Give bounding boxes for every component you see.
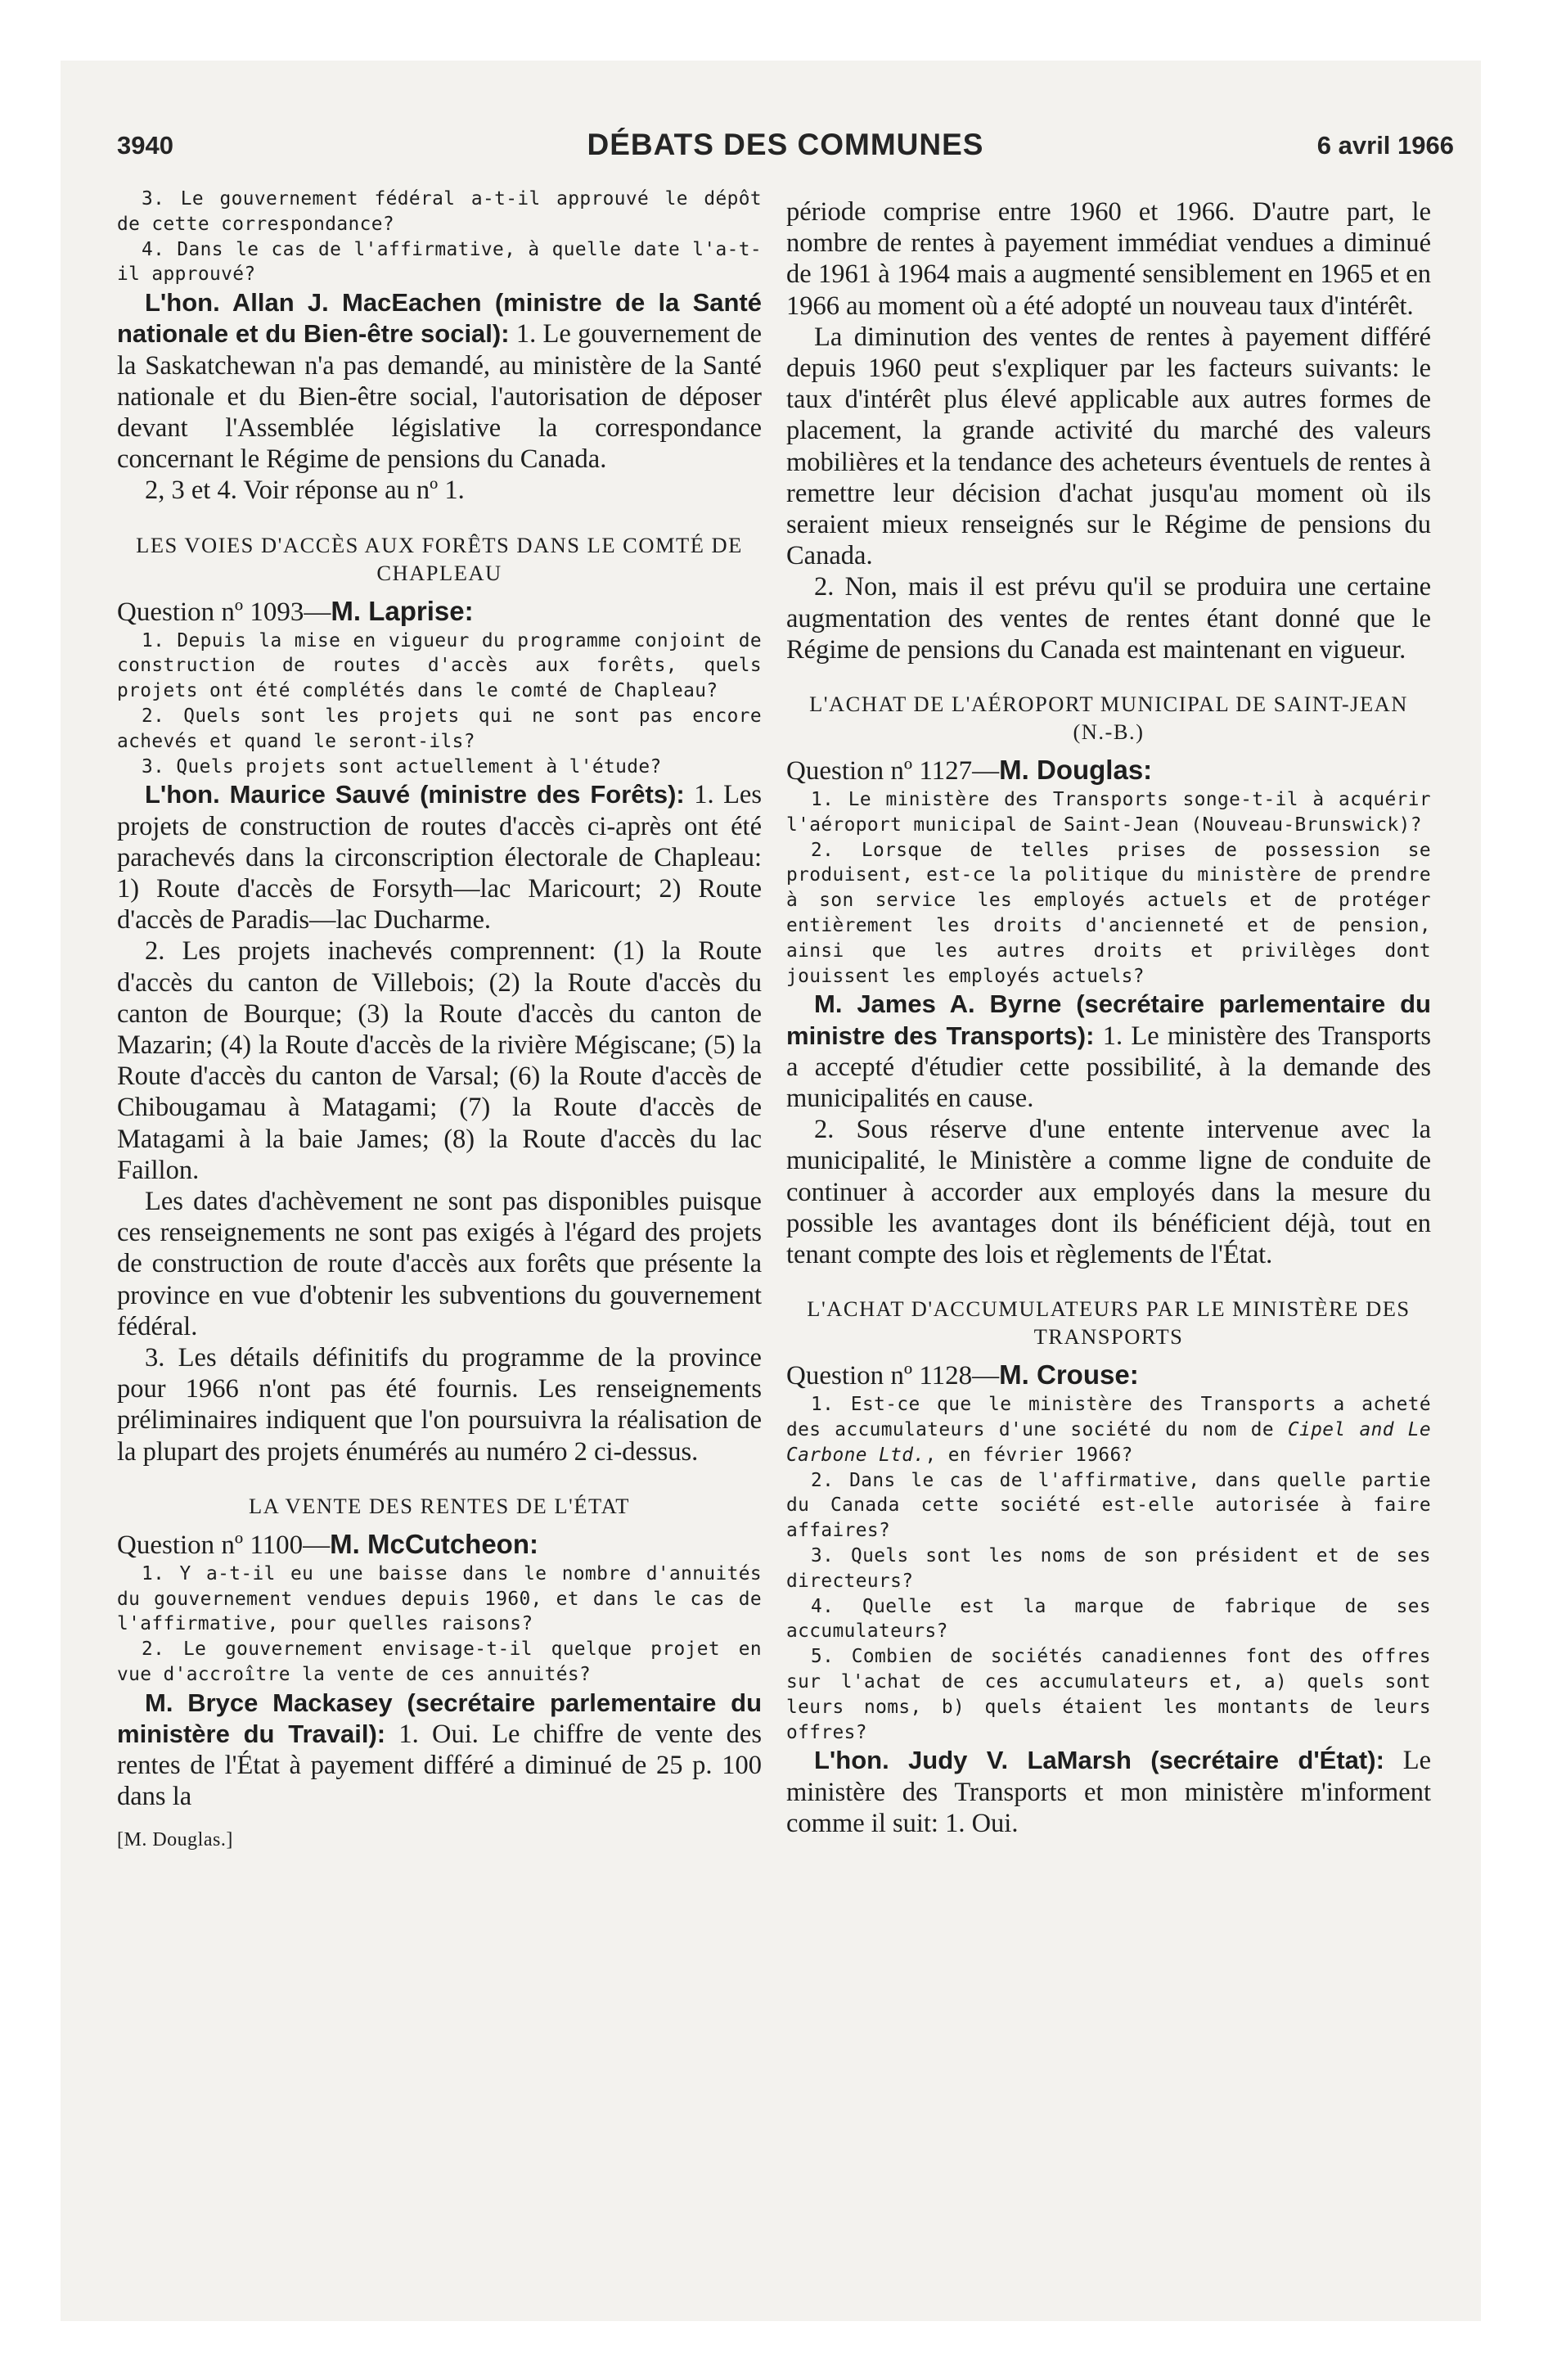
- answer-text: 1. Le ministère des Transports a accepté d'étudier cette possibilité, à la demande des municipalités en cause.: [786, 1021, 1431, 1114]
- answer-paragraph: 2. Non, mais il est prévu qu'il se produira une certaine augmentation des ventes de rentes étant donné que le Régime de pensions du Canada est maintenant en vigueur.: [786, 572, 1431, 665]
- question-item: 2. Le gouvernement envisage-t-il quelque projet en vue d'accroître la vente de ces annuités?: [117, 1639, 762, 1686]
- question-item: 1. Le ministère des Transports songe-t-il à acquérir l'aéroport municipal de Saint-Jean (Nouveau-Brunswick)?: [786, 789, 1431, 836]
- question-mp: M. Laprise:: [331, 595, 474, 626]
- question-number: Question nº 1128—: [786, 1361, 1000, 1391]
- question-item: 3. Quels projets sont actuellement à l'étude?: [142, 755, 662, 778]
- left-column: [117, 187, 762, 1852]
- answer-text: 1. Oui. Le chiffre de vente des rentes de l'État à payement différé a diminué de 25 p. 100 dans la: [117, 1720, 762, 1812]
- answer-paragraph: [117, 779, 762, 935]
- answer-paragraph: 2. Les projets inachevés comprennent: (1) la Route d'accès du canton de Villebois; (2) la Route d'accès du canton de Bourque; (3) la Route d'accès du canton de Mazarin; (4) la Route d'accès de la rivière Mégiscane; (5) la Route d'accès du canton de Varsal; (6) la Route d'accès de Chibougamau à Matagami; (7) la Route d'accès de Matagami à la baie James; (8) la Route d'accès du lac Faillon.: [117, 936, 762, 1185]
- question-item: 2. Lorsque de telles prises de possession se produisent, est-ce la politique du ministère de prendre à son service les employés actuels et de protéger entièrement les droits d'ancienneté et de pension, ainsi que les autres droits et privilèges dont jouissent les employés actuels?: [786, 839, 1431, 987]
- page-header: [117, 128, 1454, 180]
- question-mp: M. Crouse:: [999, 1359, 1139, 1391]
- question-mp: M. McCutcheon:: [330, 1528, 538, 1559]
- page-date: 6 avril 1966: [1316, 131, 1454, 160]
- answer-paragraph: 2, 3 et 4. Voir réponse au nº 1.: [145, 476, 465, 506]
- answer-text: Le ministère des Transports et mon ministère m'informent comme il suit: 1. Oui.: [786, 1746, 1432, 1838]
- question-item: 2. Quels sont les projets qui ne sont pas encore achevés et quand le seront-ils?: [117, 705, 762, 752]
- speaker-name: L'hon. Judy V. LaMarsh (secrétaire d'État):: [814, 1746, 1384, 1775]
- question-text: , en février 1966?: [925, 1444, 1133, 1466]
- question-item: 3. Le gouvernement fédéral a-t-il approuvé le dépôt de cette correspondance?: [117, 188, 762, 235]
- answer-paragraph: [117, 287, 762, 475]
- answer-paragraph: La diminution des ventes de rentes à payement différé depuis 1960 peut s'expliquer par les facteurs suivants: le taux d'intérêt plus élevé applicable aux autres formes de placement, la grande activité du marché des valeurs mobilières et la tendance des acheteurs éventuels de rentes à remettre leur décision d'achat jusqu'au moment où ils seraient mieux renseignés sur le Régime de pensions du Canada.: [786, 322, 1431, 571]
- company-name: Cipel and Le Carbone Ltd.: [786, 1419, 1432, 1466]
- question-item: 3. Quels sont les noms de son président et de ses directeurs?: [786, 1545, 1431, 1592]
- question-item: 4. Quelle est la marque de fabrique de ses accumulateurs?: [786, 1595, 1431, 1643]
- speaker-name: L'hon. Allan J. MacEachen (ministre de la Santé nationale et du Bien-être social):: [117, 288, 762, 349]
- answer-paragraph: 3. Les détails définitifs du programme de la province pour 1966 n'ont pas été fournis. Les renseignements préliminaires indiquent que l'on poursuivra la réalisation de la plupart des projets énumérés au numéro 2 ci-dessus.: [117, 1343, 762, 1467]
- answer-paragraph: [786, 1745, 1431, 1839]
- answer-paragraph: 2. Sous réserve d'une entente intervenue avec la municipalité, le Ministère a comme ligne de conduite de continuer à accorder aux employés dans la mesure du possible les avantages dont ils bénéficient déjà, tout en tenant compte des lois et règlements de l'État.: [786, 1115, 1431, 1270]
- answer-paragraph: [117, 1688, 762, 1813]
- question-number-line: [786, 1359, 1431, 1392]
- speaker-name: M. Bryce Mackasey (secrétaire parlementaire du ministère du Travail):: [117, 1688, 762, 1749]
- answer-text: 1. Le gouvernement de la Saskatchewan n'a pas demandé, au ministère de la Santé nationale et du Bien-être social, l'autorisation de déposer devant l'Assemblée législative la correspondance concernant le Régime de pensions du Canada.: [117, 319, 762, 475]
- page-number: 3940: [117, 131, 173, 160]
- speaker-name: M. James A. Byrne (secrétaire parlementaire du ministre des Transports):: [786, 989, 1431, 1050]
- footnote: [M. Douglas.]: [117, 1828, 233, 1850]
- question-text: 1. Est-ce que le ministère des Transports a acheté des accumulateurs d'une société du nom de: [786, 1394, 1431, 1441]
- publication-title: DÉBATS DES COMMUNES: [587, 128, 984, 161]
- section-heading: L'ACHAT DE L'AÉROPORT MUNICIPAL DE SAINT-JEAN (N.-B.): [809, 692, 1408, 745]
- question-mp: M. Douglas:: [999, 755, 1153, 786]
- question-number-line: [117, 1528, 762, 1562]
- answer-paragraph: Les dates d'achèvement ne sont pas disponibles puisque ces renseignements ne sont pas exigés à l'égard des projets de construction de route d'accès aux forêts que présente la province en vue d'obtenir les subventions du gouvernement fédéral.: [117, 1187, 762, 1341]
- question-number: Question nº 1093—: [117, 597, 331, 627]
- question-number: Question nº 1100—: [117, 1530, 331, 1560]
- question-item: 2. Dans le cas de l'affirmative, dans quelle partie du Canada cette société est-elle autorisée à faire affaires?: [786, 1469, 1431, 1542]
- question-number-line: [786, 754, 1431, 787]
- question-number: Question nº 1127—: [786, 756, 1000, 787]
- question-item: 1. Y a-t-il eu une baisse dans le nombre d'annuités du gouvernement vendues depuis 1960, et dans le cas de l'affirmative, pour quelles raisons?: [117, 1562, 762, 1635]
- section-heading: L'ACHAT D'ACCUMULATEURS PAR LE MINISTÈRE DES TRANSPORTS: [807, 1296, 1411, 1350]
- question-item: 4. Dans le cas de l'affirmative, à quelle date l'a-t-il approuvé?: [117, 238, 762, 286]
- section-heading: LA VENTE DES RENTES DE L'ÉTAT: [249, 1493, 630, 1518]
- speaker-name: L'hon. Maurice Sauvé (ministre des Forêts):: [145, 780, 685, 809]
- answer-continuation: période comprise entre 1960 et 1966. D'autre part, le nombre de rentes à payement immédiat vendues a diminué de 1961 à 1964 mais a augmenté sensiblement en 1965 et en 1966 au moment où a été adopté un nouveau taux d'intérêt.: [786, 197, 1431, 321]
- question-number-line: [117, 595, 762, 629]
- question-item: 5. Combien de sociétés canadiennes font des offres sur l'achat de ces accumulateurs et, a) quels sont leurs noms, b) quels étaient les montants de leurs offres?: [786, 1646, 1431, 1743]
- section-heading: LES VOIES D'ACCÈS AUX FORÊTS DANS LE COMTÉ DE CHAPLEAU: [136, 532, 743, 585]
- answer-paragraph: [786, 989, 1431, 1114]
- answer-text: 1. Les projets de construction de routes d'accès ci-après ont été parachevés dans la circonscription électorale de Chapleau: 1) Route d'accès de Forsyth—lac Maricourt; 2) Route d'accès de Paradis—lac Ducharme.: [117, 780, 762, 935]
- right-column: [786, 196, 1431, 1839]
- question-item: [786, 1392, 1431, 1467]
- question-item: 1. Depuis la mise en vigueur du programme conjoint de construction de routes d'accès aux forêts, quels projets ont été complétés dans le comté de Chapleau?: [117, 629, 762, 702]
